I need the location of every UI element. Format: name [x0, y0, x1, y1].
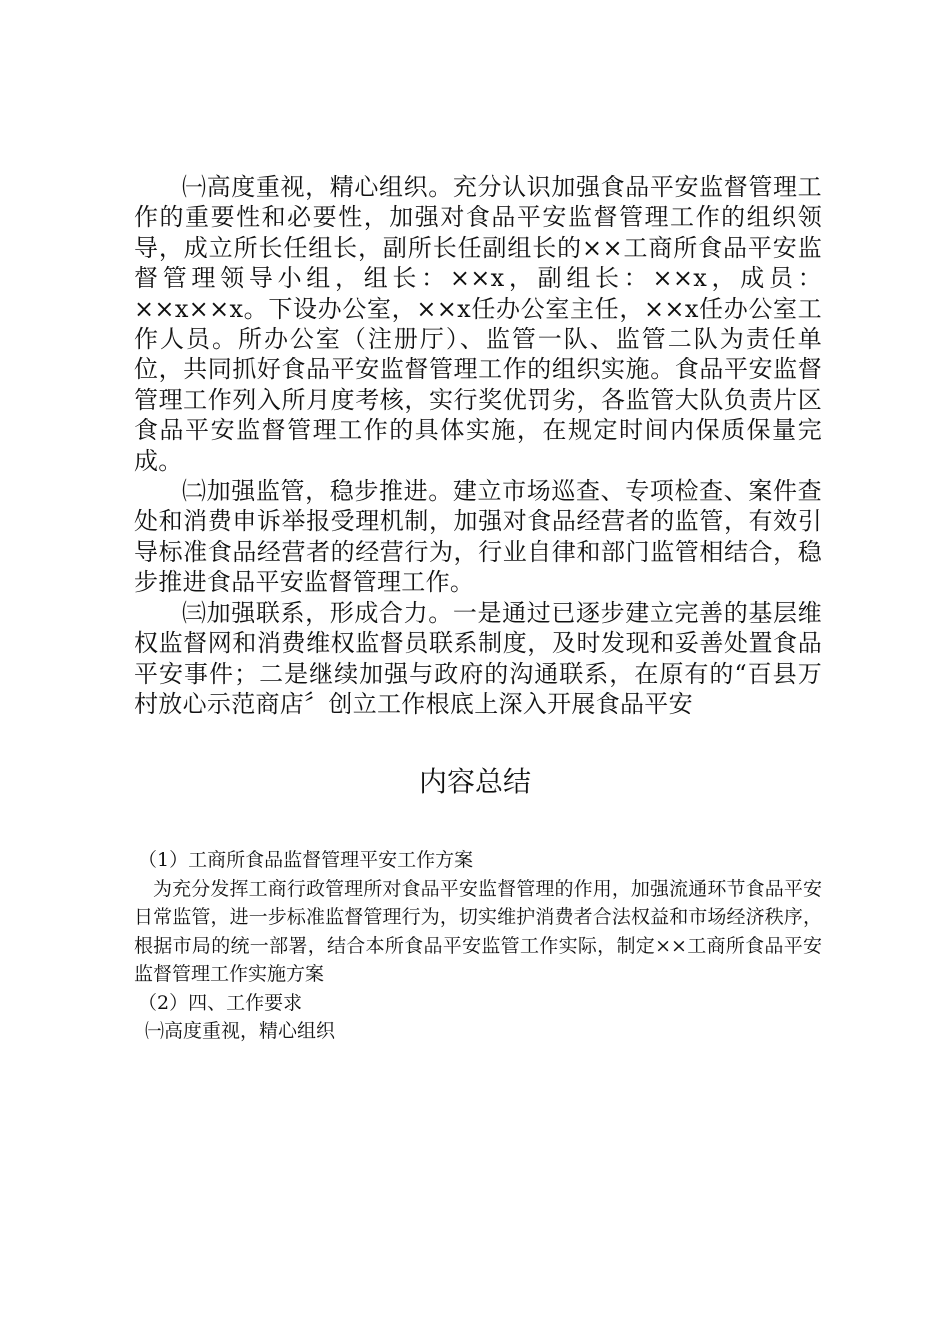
- summary-item-1-text: 为充分发挥工商行政管理所对食品平安监督管理的作用，加强流通环节食品平安日常监管，进一步标准监督管理行为，切实维护消费者合法权益和市场经济秩序，根据市局的统一部署，结合本所食品平安监管工作实际，制定××工商所食品平安监督管理工作实施方案: [134, 877, 822, 985]
- paragraph-3: ㈢加强联系，形成合力。一是通过已逐步建立完善的基层维权监督网和消费维权监督员联系制度，及时发现和妥善处置食品平安事件；二是继续加强与政府的沟通联系，在原有的“百县万村放心示范商店〞创立工作根底上深入开展食品平安: [134, 598, 822, 718]
- summary-item-2-sub: ㈠高度重视，精心组织: [145, 1020, 336, 1042]
- paragraph-1: ㈠高度重视，精心组织。充分认识加强食品平安监督管理工作的重要性和必要性，加强对食品平安监督管理工作的组织领导，成立所长任组长，副所长任副组长的××工商所食品平安监督管理领导小组，组长：××x，副组长：××x，成员：××x××x。下设办公室，××x任办公室主任，××x任办公室工作人员。所办公室（注册厅）、监管一队、监管二队为责任单位，共同抓好食品平安监督管理工作的组织实施。食品平安监督管理工作列入所月度考核，实行奖优罚劣，各监管大队负责片区食品平安监督管理工作的具体实施，在规定时间内保质保量完成。: [134, 173, 822, 475]
- summary-title: 内容总结: [418, 765, 531, 798]
- main-body-text: [134, 172, 822, 719]
- summary-item-1-heading: （1）工商所食品监督管理平安工作方案: [138, 849, 474, 871]
- summary-item-2-heading: （2）四、工作要求: [138, 991, 303, 1014]
- paragraph-2: ㈡加强监管，稳步推进。建立市场巡查、专项检查、案件查处和消费申诉举报受理机制，加强对食品经营者的监管，有效引导标准食品经营者的经营行为，行业自律和部门监管相结合，稳步推进食品平安监督管理工作。: [134, 477, 822, 597]
- summary-section: [134, 846, 822, 1046]
